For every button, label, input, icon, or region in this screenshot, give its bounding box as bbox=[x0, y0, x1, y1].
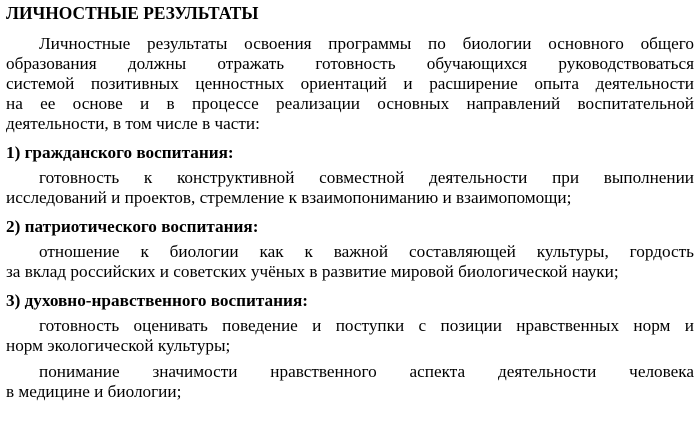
paragraph-line: готовность оценивать поведение и поступки с позиции нравственных норм и bbox=[39, 316, 694, 335]
paragraph-line: за вклад российских и советских учёных в развитие мировой биологической науки; bbox=[6, 262, 619, 281]
section-moral-paragraph-1 bbox=[6, 316, 694, 356]
paragraph-line: готовность к конструктивной совместной деятельности при выполнении bbox=[39, 168, 694, 187]
intro-line-4: на ее основе и в процессе реализации основных направлений воспитательной bbox=[6, 94, 694, 113]
paragraph-line: норм экологической культуры; bbox=[6, 336, 231, 355]
section-civic bbox=[6, 143, 694, 208]
paragraph-line: понимание значимости нравственного аспекта деятельности человека bbox=[39, 362, 694, 381]
paragraph-line: отношение к биологии как к важной составляющей культуры, гордость bbox=[39, 242, 694, 261]
section-civic-paragraph-1 bbox=[6, 168, 694, 208]
paragraph-line: в медицине и биологии; bbox=[6, 382, 182, 401]
section-patriotic-paragraph-1 bbox=[6, 242, 694, 282]
document-page bbox=[0, 3, 700, 442]
intro-line-1: Личностные результаты освоения программы по биологии основного общего bbox=[39, 34, 694, 53]
intro-line-2: образования должны отражать готовность обучающихся руководствоваться bbox=[6, 54, 694, 73]
section-moral-paragraph-2 bbox=[6, 362, 694, 402]
section-heading-civic: 1) гражданского воспитания: bbox=[6, 143, 234, 162]
section-moral bbox=[6, 291, 694, 402]
section-heading-patriotic: 2) патриотического воспитания: bbox=[6, 217, 259, 236]
paragraph-line: исследований и проектов, стремление к взаимопониманию и взаимопомощи; bbox=[6, 188, 572, 207]
section-patriotic bbox=[6, 217, 694, 282]
page-title: ЛИЧНОСТНЫЕ РЕЗУЛЬТАТЫ bbox=[6, 3, 259, 23]
intro-line-3: системой позитивных ценностных ориентаций и расширение опыта деятельности bbox=[6, 74, 694, 93]
intro-paragraph bbox=[6, 34, 694, 134]
section-heading-moral: 3) духовно-нравственного воспитания: bbox=[6, 291, 308, 310]
intro-line-5: деятельности, в том числе в части: bbox=[6, 114, 260, 133]
